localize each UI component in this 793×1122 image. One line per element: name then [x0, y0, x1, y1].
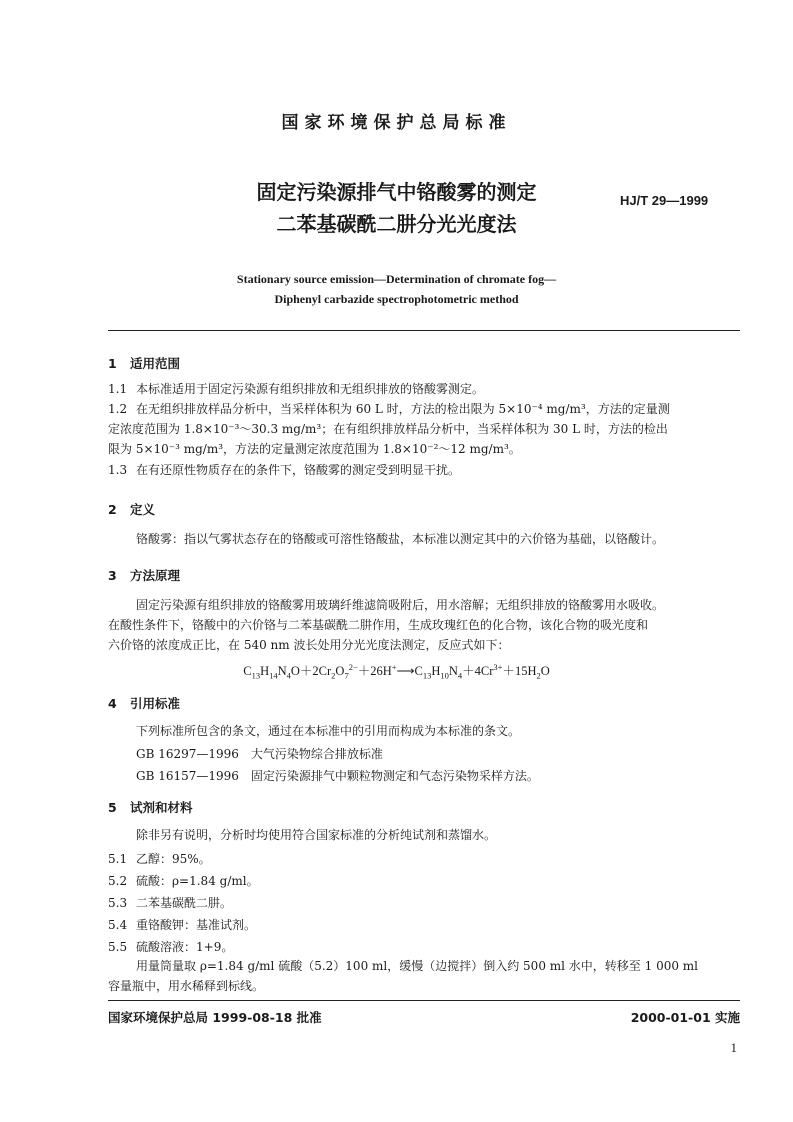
- clause-1-2-cont2: 限为 5×10⁻³ mg/m³，方法的定量测定浓度范围为 1.8×10⁻²～12 mg/m³。: [108, 442, 521, 456]
- clause-5-2: 5.2 硫酸：ρ=1.84 g/ml。: [108, 874, 259, 888]
- principle-text-a: 固定污染源有组织排放的铬酸雾用玻璃纤维滤筒吸附后，用水溶解；无组织排放的铬酸雾用水吸收。: [136, 598, 665, 612]
- section-3-heading: 3 方法原理: [108, 568, 181, 583]
- references-intro: 下列标准所包含的条文，通过在本标准中的引用而构成为本标准的条文。: [136, 724, 521, 738]
- reference-gb16157: GB 16157—1996 固定污染源排气中颗粒物测定和气态污染物采样方法。: [136, 769, 539, 783]
- page-number: 1: [730, 1040, 737, 1055]
- doc-title-line2: 二苯基碳酰二肼分光光度法: [276, 212, 517, 236]
- section-4-heading: 4 引用标准: [108, 696, 181, 711]
- standard-code: HJ/T 29—1999: [620, 193, 709, 208]
- issuing-agency: 国家环境保护总局标准: [281, 113, 512, 133]
- principle-text-c: 六价铬的浓度成正比，在 540 nm 波长处用分光光度法测定，反应式如下：: [108, 638, 510, 652]
- english-title-line1: Stationary source emission—Determination of chromate fog—: [236, 272, 557, 286]
- effective-date: 2000-01-01 实施: [630, 1010, 740, 1025]
- reference-gb16297: GB 16297—1996 大气污染物综合排放标准: [136, 747, 383, 761]
- clause-1-3: 1.3 在有还原性物质存在的条件下，铬酸雾的测定受到明显干扰。: [108, 463, 461, 477]
- section-5-heading: 5 试剂和材料: [108, 800, 193, 815]
- section-1-heading: 1 适用范围: [108, 356, 181, 371]
- clause-1-2: 1.2 在无组织排放样品分析中，当采样体积为 60 L 时，方法的检出限为 5×10⁻⁴ mg/m³，方法的定量测: [108, 402, 670, 416]
- clause-5-5-text-a: 用量筒量取 ρ=1.84 g/ml 硫酸（5.2）100 ml，缓慢（边搅拌）倒入约 500 ml 水中，转移至 1 000 ml: [136, 959, 698, 973]
- clause-5-5-text-b: 容量瓶中，用水稀释到标线。: [108, 979, 265, 993]
- clause-5-3: 5.3 二苯基碳酰二肼。: [108, 896, 233, 910]
- section-2-heading: 2 定义: [108, 502, 156, 517]
- clause-5-4: 5.4 重铬酸钾：基准试剂。: [108, 918, 257, 932]
- clause-5-5: 5.5 硫酸溶液：1+9。: [108, 940, 234, 954]
- english-title-line2: Diphenyl carbazide spectrophotometric method: [274, 292, 519, 306]
- clause-5-1: 5.1 乙醇：95%。: [108, 852, 211, 866]
- definition-text: 铬酸雾：指以气雾状态存在的铬酸或可溶性铬酸盐，本标准以测定其中的六价铬为基础，以铬酸计。: [136, 532, 665, 546]
- clause-1-2-cont1: 定浓度范围为 1.8×10⁻³～30.3 mg/m³；在有组织排放样品分析中，当采样体积为 30 L 时，方法的检出: [108, 422, 668, 436]
- clause-1-1: 1.1 本标准适用于固定污染源有组织排放和无组织排放的铬酸雾测定。: [108, 382, 485, 396]
- footer-divider: [108, 1000, 740, 1001]
- principle-text-b: 在酸性条件下，铬酸中的六价铬与二苯基碳酰二肼作用，生成玫瑰红色的化合物，该化合物的吸光度和: [108, 618, 649, 632]
- reagents-intro: 除非另有说明，分析时均使用符合国家标准的分析纯试剂和蒸馏水。: [136, 828, 497, 842]
- top-divider: [108, 330, 740, 331]
- reaction-equation: $C_{13}H_{14}N_4O+2Cr_2O_7^{2-}+26H^+⟶C_{13}H_{10}N_4+4Cr^{3+}+15H_2O$: [243, 661, 550, 681]
- doc-title-line1: 固定污染源排气中铬酸雾的测定: [256, 180, 537, 204]
- approval-date: 国家环境保护总局 1999-08-18 批准: [108, 1010, 322, 1025]
